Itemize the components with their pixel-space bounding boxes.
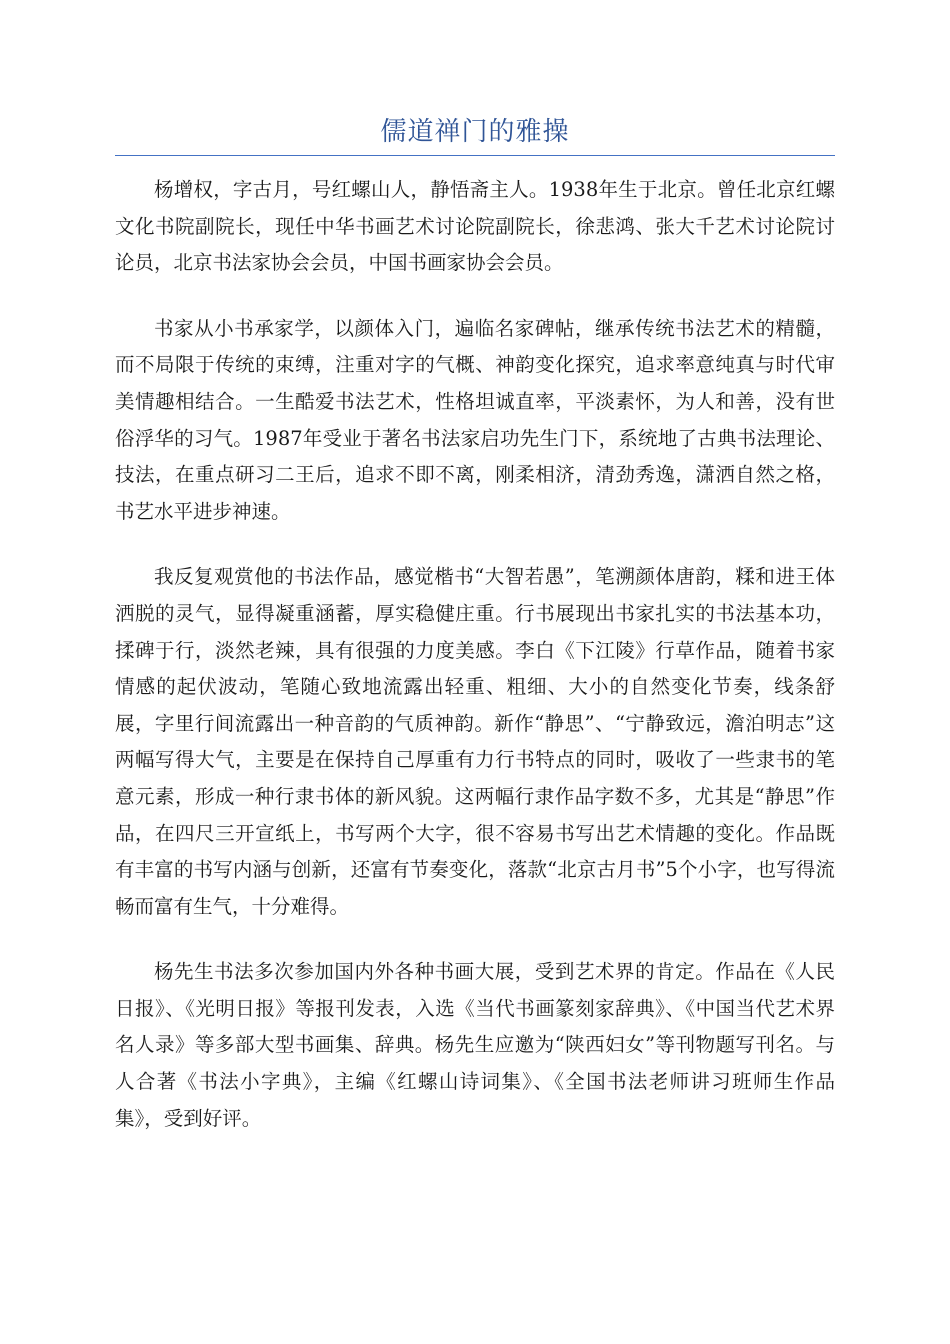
paragraph-3: 我反复观赏他的书法作品，感觉楷书“大智若愚”，笔溯颜体唐韵，糅和进王体洒脱的灵气，显得凝重涵蓄，厚实稳健庄重。行书展现出书家扎实的书法基本功，揉碑于行，淡然老辣，具有很强的力度美感。李白《下江陵》行草作品，随着书家情感的起伏波动，笔随心致地流露出轻重、粗细、大小的自然变化节奏，线条舒展，字里行间流露出一种音韵的气质神韵。新作“静思”、“宁静致远，澹泊明志”这两幅写得大气，主要是在保持自己厚重有力行书特点的同时，吸收了一些隶书的笔意元素，形成一种行隶书体的新风貌。这两幅行隶作品字数不多，尤其是“静思”作品，在四尺三开宣纸上，书写两个大字，很不容易书写出艺术情趣的变化。作品既有丰富的书写内涵与创新，还富有节奏变化，落款“北京古月书”5个小字，也写得流畅而富有生气，十分难得。: [115, 565, 835, 918]
paragraph-4: 杨先生书法多次参加国内外各种书画大展，受到艺术界的肯定。作品在《人民日报》、《光明日报》等报刊发表，入选《当代书画篆刻家辞典》、《中国当代艺术界名人录》等多部大型书画集、辞典。杨先生应邀为“陕西妇女”等刊物题写刊名。与人合著《书法小字典》，主编《红螺山诗词集》、《全国书法老师讲习班师生作品集》，受到好评。: [115, 960, 835, 1130]
paragraph-2: 书家从小书承家学，以颜体入门，遍临名家碑帖，继承传统书法艺术的精髓，而不局限于传统的束缚，注重对字的气概、神韵变化探究，追求率意纯真与时代审美情趣相结合。一生酷爱书法艺术，性格坦诚直率，平淡素怀，为人和善，没有世俗浮华的习气。1987年受业于著名书法家启功先生门下，系统地了古典书法理论、技法，在重点研习二王后，追求不即不离，刚柔相济，清劲秀逸，潇洒自然之格，书艺水平进步神速。: [115, 316, 835, 523]
paragraph-1: 杨增权，字古月，号红螺山人，静悟斋主人。1938年生于北京。曾任北京红螺文化书院副院长，现任中华书画艺术讨论院副院长，徐悲鸿、张大千艺术讨论院讨论员，北京书法家协会会员，中国书画家协会会员。: [115, 178, 835, 275]
document-title: 儒道禅门的雅操: [380, 117, 570, 147]
title-underline: [115, 155, 835, 156]
document-body: [115, 172, 835, 1166]
